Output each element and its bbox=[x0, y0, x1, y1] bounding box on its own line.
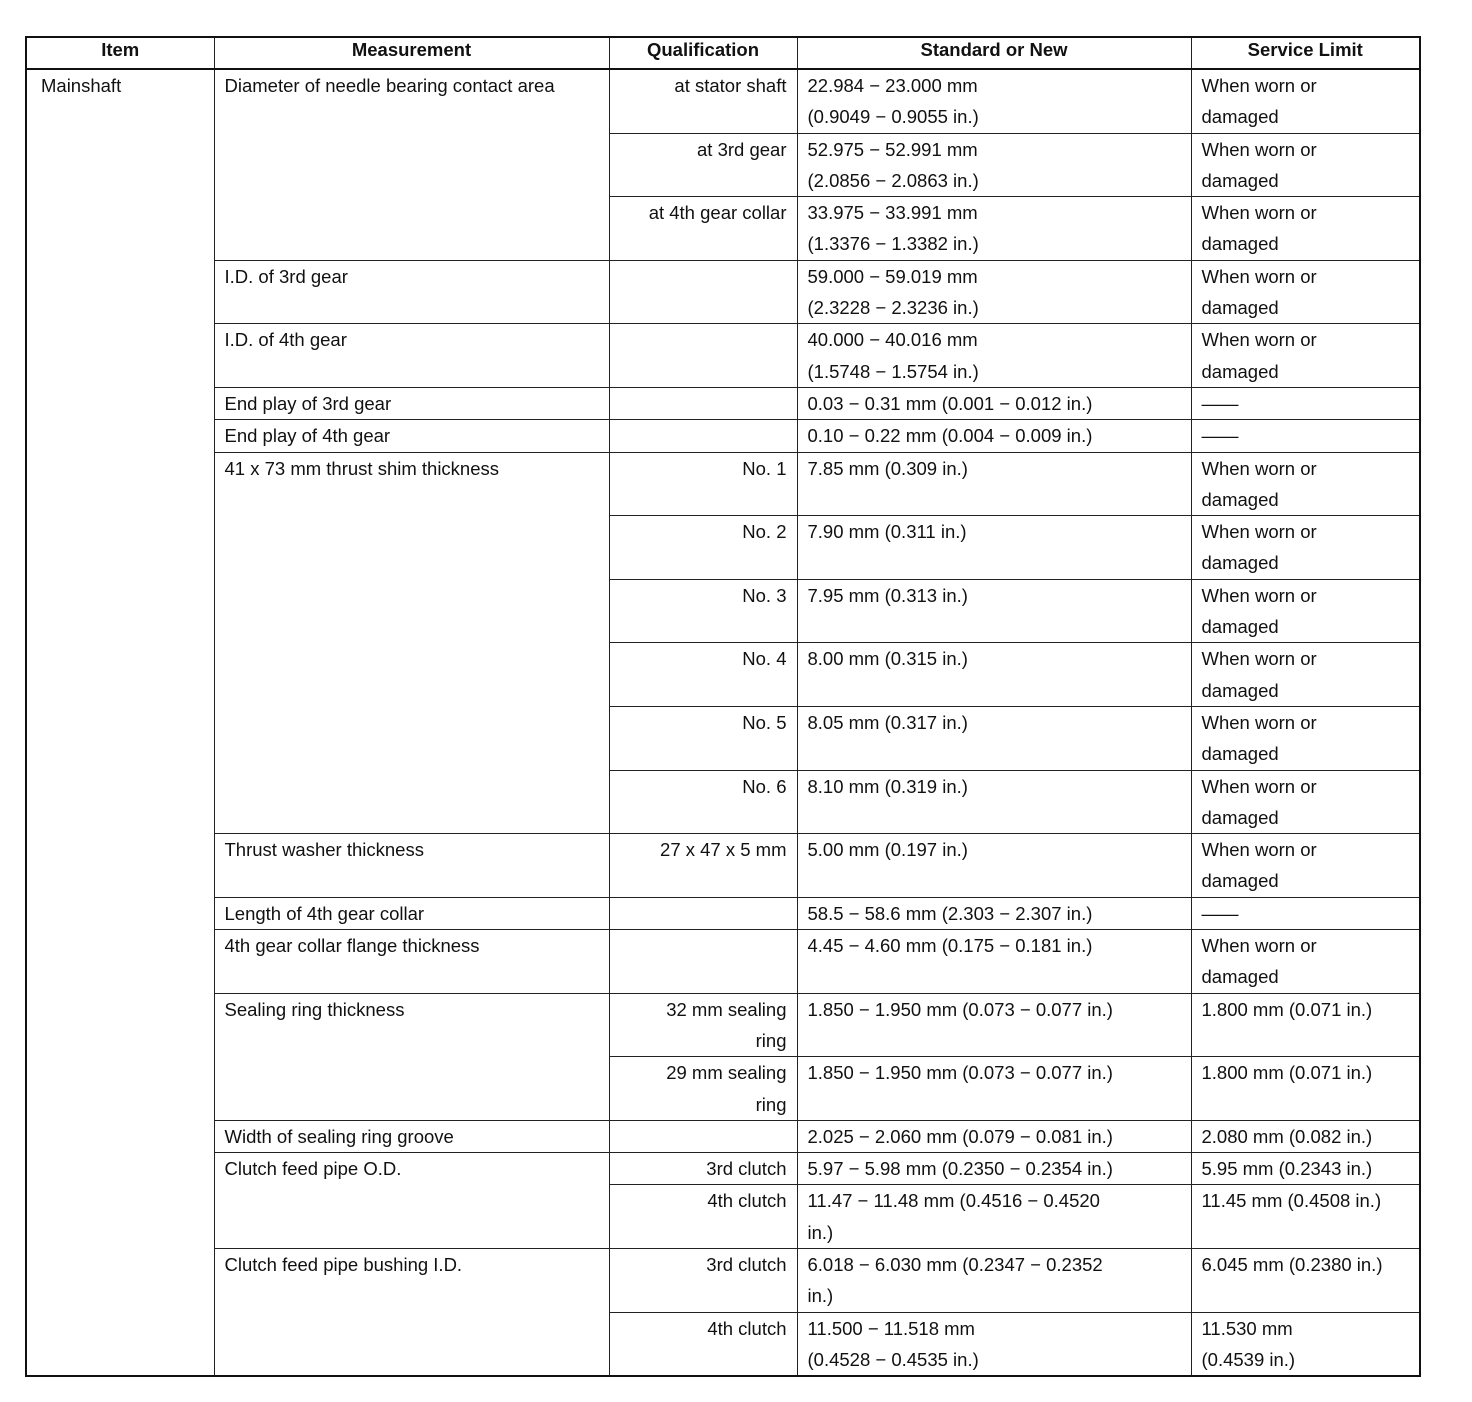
standard-cell: 1.850 − 1.950 mm (0.073 − 0.077 in.) bbox=[797, 993, 1191, 1057]
measurement-cell: Length of 4th gear collar bbox=[214, 897, 609, 929]
standard-cell: 2.025 − 2.060 mm (0.079 − 0.081 in.) bbox=[797, 1120, 1191, 1152]
qualification-cell: 4th clutch bbox=[609, 1312, 797, 1376]
service-limit-cell: 11.45 mm (0.4508 in.) bbox=[1191, 1185, 1420, 1249]
spec-table bbox=[25, 36, 1421, 1377]
qualification-cell bbox=[609, 324, 797, 388]
standard-cell: 7.85 mm (0.309 in.) bbox=[797, 452, 1191, 516]
qualification-cell: 29 mm sealing ring bbox=[609, 1057, 797, 1121]
standard-cell: 22.984 − 23.000 mm (0.9049 − 0.9055 in.) bbox=[797, 69, 1191, 133]
measurement-cell: I.D. of 3rd gear bbox=[214, 260, 609, 324]
qualification-cell: 32 mm sealing ring bbox=[609, 993, 797, 1057]
qualification-cell: No. 1 bbox=[609, 452, 797, 516]
header-item: Item bbox=[26, 37, 214, 69]
service-limit-cell: —— bbox=[1191, 897, 1420, 929]
qualification-cell: No. 5 bbox=[609, 706, 797, 770]
standard-cell: 8.10 mm (0.319 in.) bbox=[797, 770, 1191, 834]
standard-cell: 8.00 mm (0.315 in.) bbox=[797, 643, 1191, 707]
measurement-cell: End play of 4th gear bbox=[214, 420, 609, 452]
service-limit-cell: When worn or damaged bbox=[1191, 579, 1420, 643]
service-limit-cell: When worn or damaged bbox=[1191, 69, 1420, 133]
service-limit-cell: When worn or damaged bbox=[1191, 133, 1420, 197]
measurement-cell: Sealing ring thickness bbox=[214, 993, 609, 1120]
table-row bbox=[26, 897, 1420, 929]
service-limit-cell: 11.530 mm (0.4539 in.) bbox=[1191, 1312, 1420, 1376]
qualification-cell: at 3rd gear bbox=[609, 133, 797, 197]
qualification-cell bbox=[609, 930, 797, 994]
service-limit-cell: —— bbox=[1191, 420, 1420, 452]
table-row bbox=[26, 387, 1420, 419]
standard-cell: 7.95 mm (0.313 in.) bbox=[797, 579, 1191, 643]
qualification-cell bbox=[609, 420, 797, 452]
qualification-cell: at 4th gear collar bbox=[609, 197, 797, 261]
table-row bbox=[26, 1248, 1420, 1312]
header-service-limit: Service Limit bbox=[1191, 37, 1420, 69]
table-row bbox=[26, 260, 1420, 324]
standard-cell: 8.05 mm (0.317 in.) bbox=[797, 706, 1191, 770]
qualification-cell: 27 x 47 x 5 mm bbox=[609, 834, 797, 898]
service-limit-cell: When worn or damaged bbox=[1191, 834, 1420, 898]
qualification-cell bbox=[609, 260, 797, 324]
header-measurement: Measurement bbox=[214, 37, 609, 69]
table-row bbox=[26, 69, 1420, 133]
qualification-cell: 4th clutch bbox=[609, 1185, 797, 1249]
standard-cell: 52.975 − 52.991 mm (2.0856 − 2.0863 in.) bbox=[797, 133, 1191, 197]
standard-cell: 5.00 mm (0.197 in.) bbox=[797, 834, 1191, 898]
service-limit-cell: When worn or damaged bbox=[1191, 452, 1420, 516]
header-qualification: Qualification bbox=[609, 37, 797, 69]
qualification-cell bbox=[609, 1120, 797, 1152]
qualification-cell: No. 6 bbox=[609, 770, 797, 834]
standard-cell: 11.500 − 11.518 mm (0.4528 − 0.4535 in.) bbox=[797, 1312, 1191, 1376]
service-limit-cell: —— bbox=[1191, 387, 1420, 419]
service-limit-cell: When worn or damaged bbox=[1191, 770, 1420, 834]
qualification-cell: No. 4 bbox=[609, 643, 797, 707]
service-limit-cell: 2.080 mm (0.082 in.) bbox=[1191, 1120, 1420, 1152]
table-body bbox=[26, 69, 1420, 1376]
standard-cell: 5.97 − 5.98 mm (0.2350 − 0.2354 in.) bbox=[797, 1153, 1191, 1185]
standard-cell: 33.975 − 33.991 mm (1.3376 − 1.3382 in.) bbox=[797, 197, 1191, 261]
service-limit-cell: 1.800 mm (0.071 in.) bbox=[1191, 1057, 1420, 1121]
measurement-cell: Width of sealing ring groove bbox=[214, 1120, 609, 1152]
service-limit-cell: 6.045 mm (0.2380 in.) bbox=[1191, 1248, 1420, 1312]
standard-cell: 4.45 − 4.60 mm (0.175 − 0.181 in.) bbox=[797, 930, 1191, 994]
header-standard: Standard or New bbox=[797, 37, 1191, 69]
service-limit-cell: When worn or damaged bbox=[1191, 643, 1420, 707]
table-row bbox=[26, 1120, 1420, 1152]
standard-cell: 0.03 − 0.31 mm (0.001 − 0.012 in.) bbox=[797, 387, 1191, 419]
service-limit-cell: When worn or damaged bbox=[1191, 197, 1420, 261]
qualification-cell: 3rd clutch bbox=[609, 1248, 797, 1312]
standard-cell: 58.5 − 58.6 mm (2.303 − 2.307 in.) bbox=[797, 897, 1191, 929]
table-row bbox=[26, 930, 1420, 994]
measurement-cell: End play of 3rd gear bbox=[214, 387, 609, 419]
standard-cell: 7.90 mm (0.311 in.) bbox=[797, 516, 1191, 580]
table-row bbox=[26, 324, 1420, 388]
table-row bbox=[26, 420, 1420, 452]
standard-cell: 0.10 − 0.22 mm (0.004 − 0.009 in.) bbox=[797, 420, 1191, 452]
standard-cell: 11.47 − 11.48 mm (0.4516 − 0.4520 in.) bbox=[797, 1185, 1191, 1249]
service-limit-cell: When worn or damaged bbox=[1191, 260, 1420, 324]
measurement-cell: Clutch feed pipe O.D. bbox=[214, 1153, 609, 1249]
service-limit-cell: When worn or damaged bbox=[1191, 706, 1420, 770]
table-row bbox=[26, 834, 1420, 898]
table-row bbox=[26, 452, 1420, 516]
standard-cell: 1.850 − 1.950 mm (0.073 − 0.077 in.) bbox=[797, 1057, 1191, 1121]
service-limit-cell: 5.95 mm (0.2343 in.) bbox=[1191, 1153, 1420, 1185]
qualification-cell: No. 2 bbox=[609, 516, 797, 580]
table-row bbox=[26, 1153, 1420, 1185]
standard-cell: 59.000 − 59.019 mm (2.3228 − 2.3236 in.) bbox=[797, 260, 1191, 324]
qualification-cell: No. 3 bbox=[609, 579, 797, 643]
qualification-cell bbox=[609, 897, 797, 929]
service-limit-cell: When worn or damaged bbox=[1191, 324, 1420, 388]
standard-cell: 6.018 − 6.030 mm (0.2347 − 0.2352 in.) bbox=[797, 1248, 1191, 1312]
measurement-cell: 4th gear collar flange thickness bbox=[214, 930, 609, 994]
measurement-cell: Clutch feed pipe bushing I.D. bbox=[214, 1248, 609, 1376]
qualification-cell: at stator shaft bbox=[609, 69, 797, 133]
service-limit-cell: When worn or damaged bbox=[1191, 516, 1420, 580]
item-cell: Mainshaft bbox=[26, 69, 214, 1376]
table-row bbox=[26, 993, 1420, 1057]
service-limit-cell: 1.800 mm (0.071 in.) bbox=[1191, 993, 1420, 1057]
measurement-cell: I.D. of 4th gear bbox=[214, 324, 609, 388]
measurement-cell: Diameter of needle bearing contact area bbox=[214, 69, 609, 260]
service-limit-cell: When worn or damaged bbox=[1191, 930, 1420, 994]
standard-cell: 40.000 − 40.016 mm (1.5748 − 1.5754 in.) bbox=[797, 324, 1191, 388]
measurement-cell: Thrust washer thickness bbox=[214, 834, 609, 898]
qualification-cell bbox=[609, 387, 797, 419]
header-row bbox=[26, 37, 1420, 69]
measurement-cell: 41 x 73 mm thrust shim thickness bbox=[214, 452, 609, 834]
qualification-cell: 3rd clutch bbox=[609, 1153, 797, 1185]
